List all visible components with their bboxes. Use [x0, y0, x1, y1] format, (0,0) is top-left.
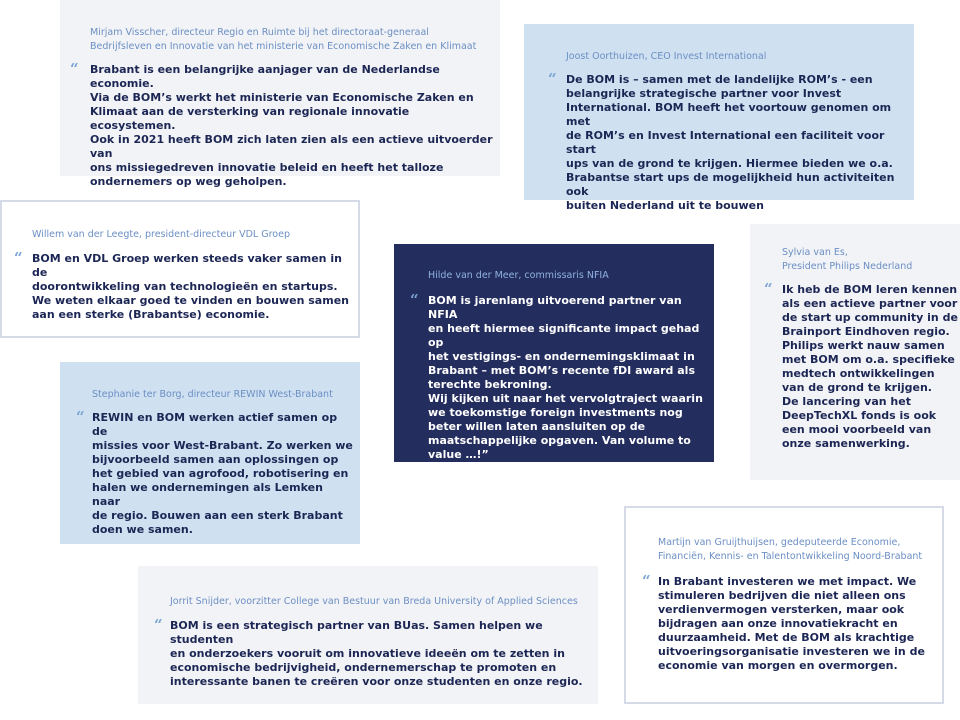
quote-mark-icon: “ — [642, 572, 651, 590]
testimonial-card-vangruijthuijsen — [624, 506, 944, 704]
quote-mark-icon: “ — [410, 291, 419, 309]
testimonial-author: Jorrit Snijder, voorzitter College van Bestuur van Breda University of Applied Sciences — [170, 596, 578, 607]
testimonial-author: Mirjam Visscher, directeur Regio en Ruimte bij het directoraat-generaal Bedrijfsleven en Innovatie van het ministerie van Economische Zaken en Klimaat — [90, 27, 477, 52]
testimonial-card-oorthuizen — [524, 24, 914, 212]
testimonial-author: Joost Oorthuizen, CEO Invest International — [566, 51, 767, 62]
testimonial-quote: Ik heb de BOM leren kennen als een actieve partner voor de start up community in de Brainport Eindhoven regio. Philips werkt nauw samen met BOM om o.a. specifieke medtech ontwikkelingen van de grond te krijgen. De lancering van het DeepTechXL fonds is ook een mooi voorbeeld van onze samenwerking. — [782, 283, 958, 450]
testimonial-card-snijder — [138, 566, 598, 704]
testimonial-author: Hilde van der Meer, commissaris NFIA — [428, 270, 609, 281]
testimonial-quote: BOM is een strategisch partner van BUas. Samen helpen we studenten en onderzoekers vooruit om innovatieve ideeën om te zetten in economische bedrijvigheid, ondernemerschap te promoten en interessante banen te creëren voor onze studenten en onze regio. — [170, 619, 583, 688]
testimonial-quote: Brabant is een belangrijke aanjager van de Nederlandse economie. Via de BOM’s werkt het ministerie van Economische Zaken en Klimaat aan de versterking van regionale innovatie ecosystemen. Ook in 2021 heeft BOM zich laten zien als een actieve uitvoerder van ons missiegedreven innovatie beleid en heeft het talloze ondernemers op weg geholpen. — [90, 63, 493, 188]
testimonial-card-vanes — [750, 224, 960, 480]
testimonial-card-vandermeer — [394, 244, 714, 462]
testimonial-quote: In Brabant investeren we met impact. We stimuleren bedrijven die niet alleen ons verdienvermogen versterken, maar ook bijdragen aan onze innovatiekracht en duurzaamheid. Met de BOM als krachtige uitvoeringsorganisatie investeren we in de economie van morgen en overmorgen. — [658, 575, 925, 672]
testimonial-author: Sylvia van Es, President Philips Nederland — [782, 247, 913, 272]
quote-mark-icon: “ — [70, 60, 79, 78]
testimonial-quote: BOM is jarenlang uitvoerend partner van NFIA en heeft hiermee significante impact gehad op het vestigings- en ondernemingsklimaat in Brabant – met BOM’s recente fDI award als terechte bekroning. Wij kijken uit naar het vervolgtraject waarin we toekomstige foreign investments nog beter willen laten aansluiten op de maatschappelijke opgaven. Van volume to value …!” — [428, 294, 703, 461]
testimonial-card-visscher — [60, 0, 500, 188]
testimonial-author: Martijn van Gruijthuijsen, gedeputeerde Economie, Financiën, Kennis- en Talentontwikkeling Noord-Brabant — [658, 537, 923, 562]
quote-mark-icon: “ — [154, 616, 163, 634]
testimonial-card-terborg — [60, 362, 360, 544]
quote-mark-icon: “ — [76, 408, 85, 426]
quote-mark-icon: “ — [14, 249, 23, 267]
testimonial-card-vanderleegte — [0, 200, 360, 338]
testimonial-quote: REWIN en BOM werken actief samen op de missies voor West-Brabant. Zo werken we bijvoorbeeld samen aan oplossingen op het gebied van agrofood, robotisering en halen we ondernemingen als Lemken naar de regio. Bouwen aan een sterk Brabant doen we samen. — [92, 411, 353, 536]
quote-mark-icon: “ — [548, 70, 557, 88]
testimonial-author: Stephanie ter Borg, directeur REWIN West-Brabant — [92, 389, 333, 400]
testimonial-author: Willem van der Leegte, president-directeur VDL Groep — [32, 229, 290, 240]
testimonial-quote: De BOM is – samen met de landelijke ROM’s - een belangrijke strategische partner voor Invest International. BOM heeft het voortouw genomen om met de ROM’s en Invest International een faciliteit voor start ups van de grond te krijgen. Hiermee bieden we o.a. Brabantse start ups de mogelijkheid hun activiteiten ook buiten Nederland uit te bouwen — [566, 73, 895, 212]
testimonial-quote: BOM en VDL Groep werken steeds vaker samen in de doorontwikkeling van technologieën en startups. We weten elkaar goed te vinden en bouwen samen aan een sterke (Brabantse) economie. — [32, 252, 349, 321]
quote-mark-icon: “ — [764, 280, 773, 298]
